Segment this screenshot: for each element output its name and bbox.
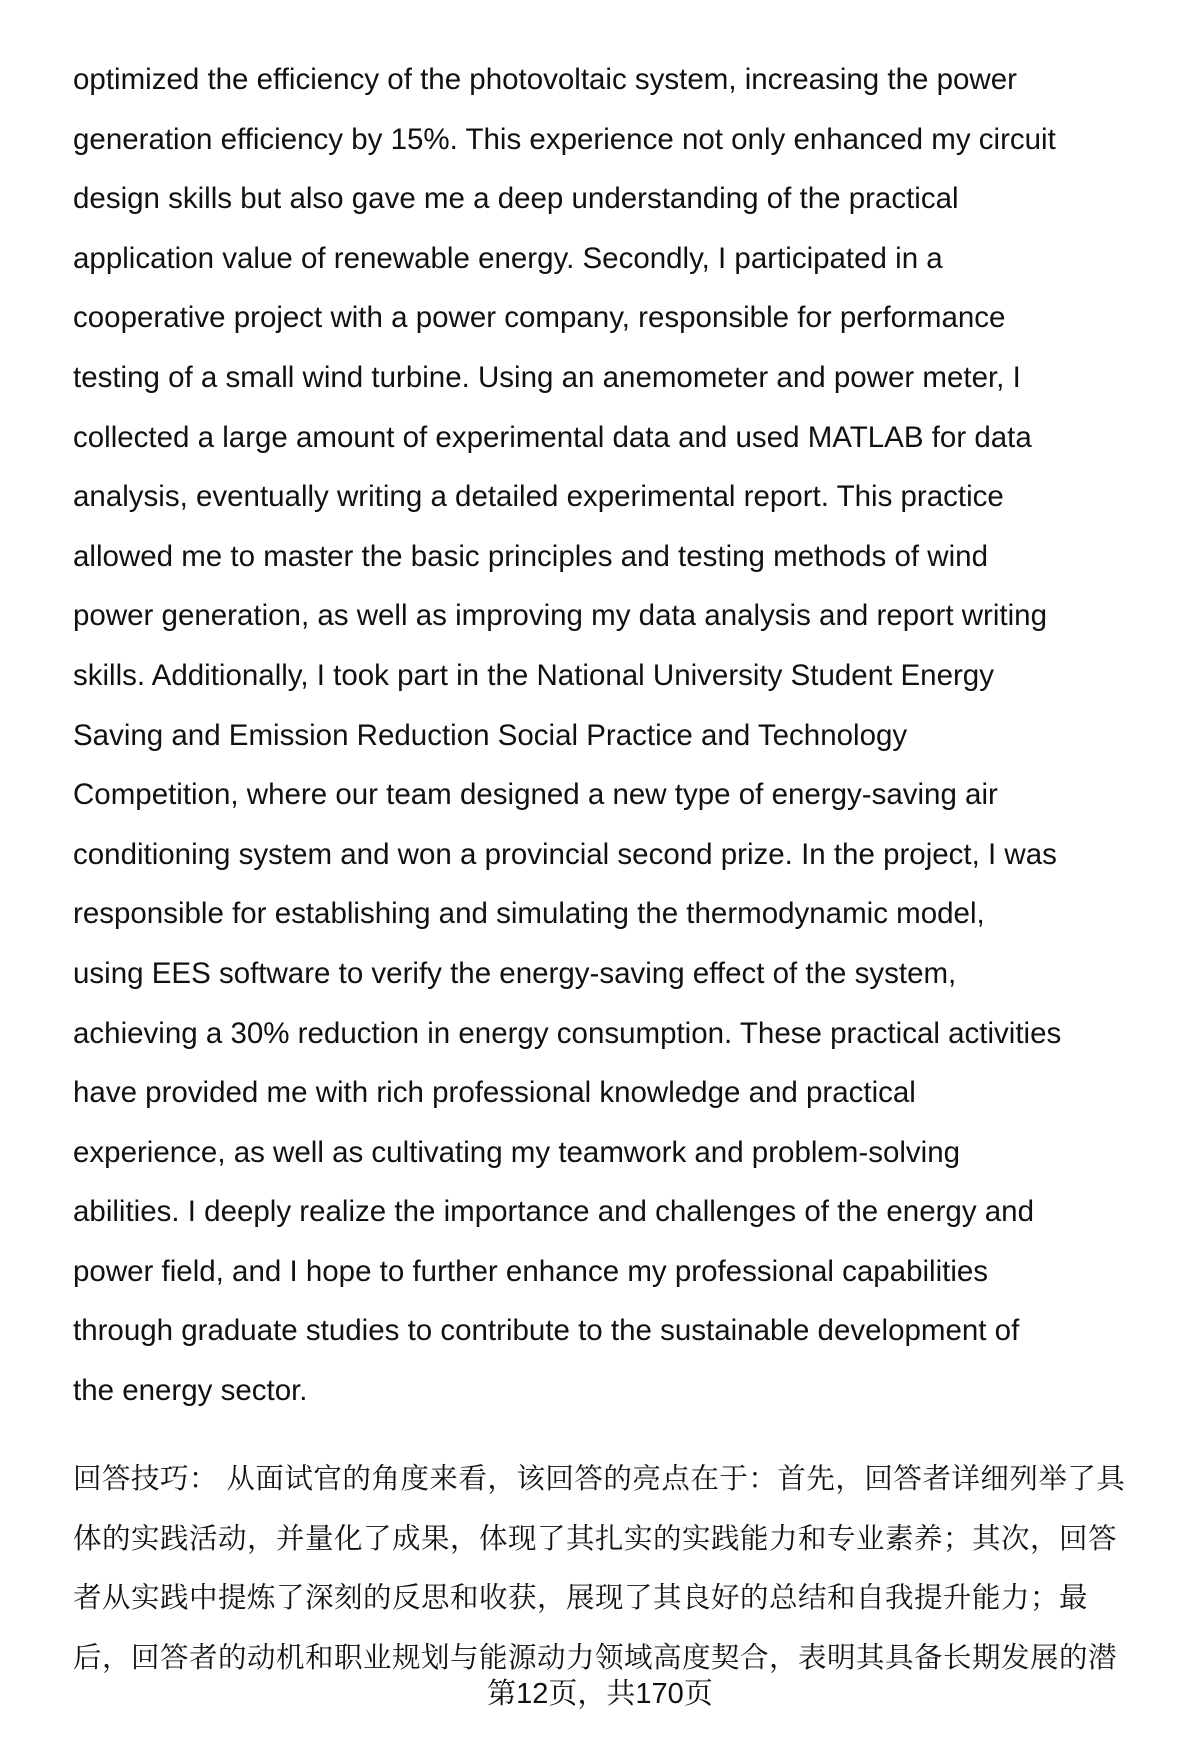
text-line: power field, and I hope to further enhance my professional capabilities	[73, 1254, 989, 1288]
text-line: testing of a small wind turbine. Using an anemometer and power meter, I	[73, 360, 1021, 394]
text-line: Saving and Emission Reduction Social Practice and Technology	[73, 718, 908, 752]
text-line: experience, as well as cultivating my teamwork and problem-solving	[73, 1135, 961, 1169]
text-line: 回答技巧： 从面试官的角度来看，该回答的亮点在于：首先，回答者详细列举了具	[73, 1463, 1126, 1495]
text-line: responsible for establishing and simulating the thermodynamic model,	[73, 897, 985, 931]
text-line: cooperative project with a power company, responsible for performance	[73, 301, 1006, 335]
text-line: have provided me with rich professional knowledge and practical	[73, 1076, 916, 1110]
answer-paragraph	[73, 50, 1173, 1421]
text-line: 体的实践活动，并量化了成果，体现了其扎实的实践能力和专业素养；其次，回答	[73, 1522, 1118, 1555]
text-line: using EES software to verify the energy-saving effect of the system,	[73, 956, 957, 990]
text-line: achieving a 30% reduction in energy consumption. These practical activities	[73, 1016, 1062, 1050]
text-line: generation efficiency by 15%. This experience not only enhanced my circuit	[73, 122, 1056, 156]
text-line: analysis, eventually writing a detailed experimental report. This practice	[73, 480, 1004, 514]
text-line: optimized the efficiency of the photovoltaic system, increasing the power	[73, 63, 1017, 96]
page-number: 第12页，共170页	[487, 1678, 713, 1710]
text-line: 者从实践中提炼了深刻的反思和收获，展现了其良好的总结和自我提升能力；最	[73, 1582, 1089, 1615]
text-line: allowed me to master the basic principles and testing methods of wind	[73, 539, 988, 573]
text-line: Competition, where our team designed a new type of energy-saving air	[73, 778, 998, 812]
text-line: conditioning system and won a provincial second prize. In the project, I was	[73, 837, 1057, 871]
text-line: power generation, as well as improving my data analysis and report writing	[73, 599, 1047, 633]
text-line: skills. Additionally, I took part in the National University Student Energy	[73, 658, 994, 692]
text-line: design skills but also gave me a deep understanding of the practical	[73, 182, 959, 216]
text-line: collected a large amount of experimental data and used MATLAB for data	[73, 420, 1032, 454]
answer-tips-paragraph	[73, 1450, 1173, 1688]
text-line: abilities. I deeply realize the importance and challenges of the energy and	[73, 1195, 1034, 1229]
text-line: application value of renewable energy. Secondly, I participated in a	[73, 241, 943, 275]
text-line: through graduate studies to contribute to the sustainable development of	[73, 1314, 1020, 1348]
text-line: the energy sector.	[73, 1374, 308, 1408]
text-line: 后，回答者的动机和职业规划与能源动力领域高度契合，表明其具备长期发展的潜	[73, 1641, 1118, 1674]
